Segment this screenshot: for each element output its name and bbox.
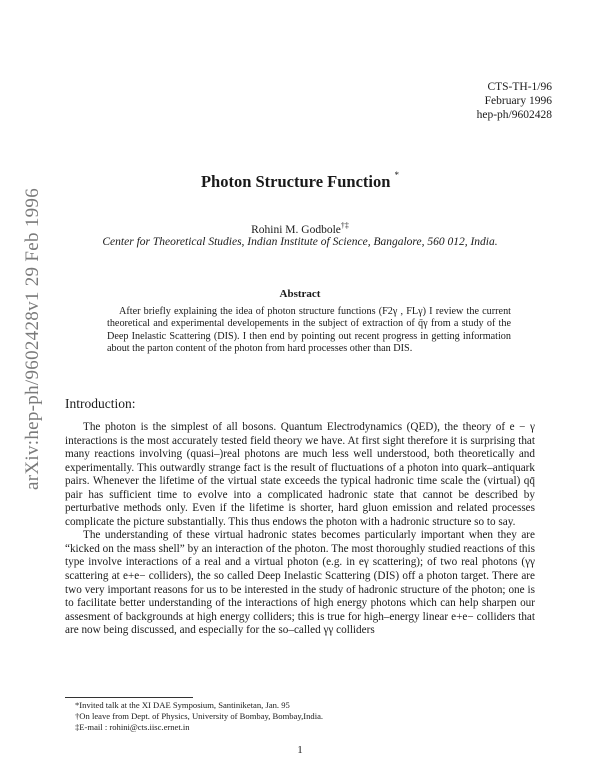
report-number: CTS-TH-1/96 [487, 81, 552, 93]
report-date: February 1996 [484, 95, 552, 107]
report-number-block [477, 80, 552, 122]
paragraph: The understanding of these virtual hadronic states becomes particularly important when they are “kicked on the mass shell” by an interaction of the photon. The most thoroughly studied reactions of this type involve interactions of a real and a virtual photon (e.g. in eγ scattering); of two real photons (γγ scattering at e+e− colliders), the so called Deep Inelastic Scattering (DIS) off a photon target. There are two very important reasons for us to be interested in the study of hadronic structure of the photon; one is to facilitate better understanding of the interactions of high energy photons which can help sharpen our assesment of backgrounds at high energy colliders; this is true for high–energy linear e+e− colliders that are now being discussed, and especially for the so–called γγ colliders [65, 529, 535, 637]
arxiv-number: hep-ph/9602428 [476, 109, 552, 121]
footnote: *Invited talk at the XI DAE Symposium, Santiniketan, Jan. 95 [75, 700, 290, 710]
abstract-text: After briefly explaining the idea of photon structure functions (F2γ , FLγ) I review the current theoretical and experimental developements in the subject of extraction of q̄γ from a study of the Deep Inelastic Scattering (DIS). I then end by pointing out recent progress in getting information about the parton content of the photon from hard processes other than DIS. [107, 306, 511, 355]
author-affiliation: Center for Theoretical Studies, Indian Institute of Science, Bangalore, 560 012, India. [102, 236, 498, 248]
section-heading: Introduction: [65, 396, 136, 411]
title-footnote-mark: * [394, 169, 400, 180]
footnote: ‡E-mail : rohini@cts.iisc.ernet.in [75, 722, 190, 732]
footnotes [65, 700, 535, 733]
section-body [65, 421, 535, 638]
paper-title-text: Photon Structure Function [200, 172, 391, 191]
paper-title [0, 169, 600, 192]
arxiv-identifier-stamp: arXiv:hep-ph/9602428v1 29 Feb 1996 [22, 187, 43, 490]
footnote: †On leave from Dept. of Physics, University of Bombay, Bombay,India. [75, 711, 324, 721]
author-name: Rohini M. Godbole [251, 223, 341, 236]
abstract-heading: Abstract [279, 288, 321, 300]
page-number: 1 [297, 744, 303, 756]
footnote-divider [65, 697, 193, 698]
author-footnote-marks: †‡ [340, 221, 349, 230]
author-line [0, 221, 600, 236]
paragraph: The photon is the simplest of all bosons. Quantum Electrodynamics (QED), the theory of e − γ interactions is the most accurately tested field theory we have. At first sight therefore it is surprising that many reactions involving (quasi–)real photons are much less well understood, both theoretically and experimentally. This outwardly strange fact is the result of fluctuations of a photon into quark–antiquark pairs. Whenever the lifetime of the virtual state exceeds the typical hadronic time scale the (virtual) qq̄ pair has sufficient time to evolve into a complicated hadronic state that cannot be described by perturbative methods only. Even if the lifetime is shorter, hard gluon emission and related processes complicate the picture substantially. This thus endows the photon with a hadronic structure so to say. [65, 421, 535, 528]
